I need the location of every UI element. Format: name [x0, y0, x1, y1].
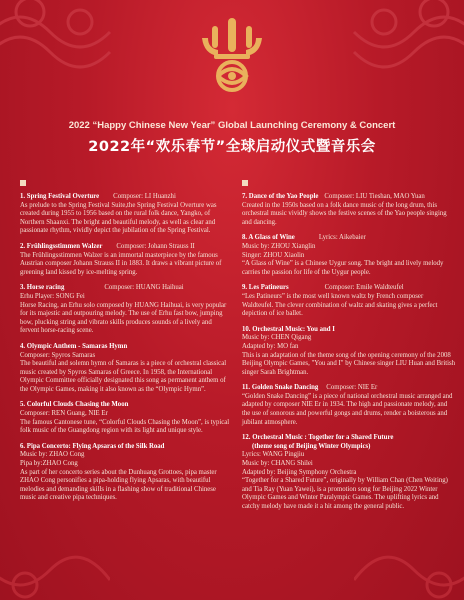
- program-credit: Lyrics: WANG Pingjiu: [242, 451, 305, 459]
- program-description: “Together for a Shared Future”, originally by William Chan (Chen Weiting) and Tia Ray (Yuan Yawei), is a promotion song for Beijing 2022 Winter Olympic Games and Winter Paralympic Games. The uplifting lyrics and catchy melody have made it a hit among the general public.: [242, 477, 448, 510]
- program-description: The beautiful and solemn hymn of Samaras is a piece of orchestral classical music created by Spyros Samaras of Greece. In 1958, the International Olympic Committee officially designated this song as permanent anthem of the Olympic Games, making it also known as the “Olympic Hymn”.: [20, 360, 227, 393]
- program-credit: Composer: REN Guang, NIE Er: [20, 410, 108, 418]
- program-subtitle: (theme song of Beijing Winter Olympics): [252, 442, 371, 450]
- program-title: 4. Olympic Anthem - Samaras Hymn: [20, 342, 128, 350]
- program-description: “Golden Snake Dancing” is a piece of national orchestral music arranged and adapted by composer NIE Er in 1934. The high and passionate melody, and the use of sonorous and powerful gongs and drums, render a boisterous and jubilant atmosphere.: [242, 392, 453, 426]
- program-credit: Composer: Spyros Samaras: [20, 351, 96, 359]
- program-credit: Composer: Johann Strauss II: [116, 242, 195, 250]
- chinese-knot-ornament-bottom-right: [354, 540, 464, 600]
- program-description: This is an adaptation of the theme song of the opening ceremony of the 2008 Beijing Olympic Games, "You and I" by Chinese singer LIU Huan and British singer Sarah Brightman.: [242, 351, 456, 376]
- program-description: The Frühlingsstimmen Walzer is an immortal masterpiece by the famous Austrian composer Johann Strauss II in 1883. It draws a vibrant picture of greening land kissed by ice-melting spring.: [20, 251, 222, 276]
- program-description: “A Glass of Wine” is a Chinese Uygur song. The bright and lively melody carries the passion for life of the Uygur people.: [242, 260, 444, 276]
- program-item: [242, 384, 456, 427]
- program-performer: Erhu Player: SONG Fei: [20, 292, 85, 300]
- program-performer: Pipa by:ZHAO Cong: [20, 460, 78, 468]
- program-description: Created in the 1950s based on a folk dance music of the long drum, this orchestral music vividly shows the festive scenes of the Yao people singing and dancing.: [242, 201, 447, 226]
- program-description: As part of her concerto series about the Dunhuang Grottoes, pipa master ZHAO Cong personifies a pipa-holding flying Apsaras, with beautiful melodies and demanding skills in a flashing show of traditional Chinese music and creative pipa techniques.: [20, 468, 217, 502]
- program-description: “Les Patineurs” is the most well known waltz by French composer Waldteufel. The clever combination of waltz and skating gives a perfect depiction of ice ballet.: [242, 292, 438, 318]
- program-item: [20, 284, 232, 336]
- event-title-chinese: 2022年“欢乐春节”全球启动仪式暨音乐会: [88, 139, 376, 155]
- program-credit: Composer: NIE Er: [326, 384, 378, 392]
- program-item: [242, 193, 456, 227]
- program-description: Horse Racing, an Erhu solo composed by HUANG Haihuai, is very popular for its majestic and outpouring melody. The use of Erhu fast bow, jumping bow, plucking string and vibrato skills produces sounds of a lively and fervent horse-racing scene.: [20, 301, 227, 335]
- chinese-knot-ornament-top-left: [0, 0, 140, 72]
- program-credit: Adapted by: Beijing Symphony Orchestra: [242, 468, 357, 476]
- program-title: 5. Colorful Clouds Chasing the Moon: [20, 401, 129, 409]
- program-item: [20, 443, 232, 503]
- chinese-knot-ornament-bottom-left: [0, 540, 110, 600]
- right-column-square-bullet: [242, 180, 248, 186]
- program-performer: Singer: ZHOU Xiaolin: [242, 251, 305, 259]
- program-credit: Composer: LI Huanzhi: [113, 193, 176, 200]
- program-item: [20, 193, 232, 236]
- program-credit: Composer: Emile Waldteufel: [324, 284, 404, 292]
- program-title: 8. A Glass of Wine: [242, 234, 295, 242]
- program-title: 1. Spring Festival Overture: [20, 193, 100, 200]
- program-title: 9. Les Patineurs: [242, 284, 289, 292]
- program-credit: Composer: LIU Tieshan, MAO Yuan: [324, 193, 425, 200]
- program-credit: Music by: CHEN Qigang: [242, 334, 312, 342]
- program-item: [242, 284, 456, 318]
- program-list-left: [20, 193, 232, 510]
- chinese-knot-ornament-top-right: [324, 0, 464, 72]
- program-credit: Composer: HUANG Haihuai: [104, 284, 184, 292]
- program-item: [242, 234, 456, 277]
- program-description: The famous Cantonese tune, “Colorful Clouds Chasing the Moon”, is typical folk music of the Guangdong region with its light and unique style.: [20, 418, 230, 435]
- event-title-english: 2022 “Happy Chinese New Year” Global Launching Ceremony & Concert: [68, 120, 396, 131]
- happy-chinese-new-year-logo: [194, 16, 270, 96]
- program-list-right: [242, 193, 456, 519]
- program-item: [242, 326, 456, 378]
- program-item: [20, 243, 232, 277]
- program-credit: Music by: ZHOU Xianglin: [242, 242, 316, 250]
- program-title: 6. Pipa Concerto: Flying Apsaras of the Silk Road: [20, 442, 165, 450]
- program-title: 7. Dance of the Yao People: [242, 193, 319, 200]
- program-credit: Lyrics: Aikebaier: [318, 234, 366, 242]
- program-item: [20, 401, 232, 435]
- program-description: As prelude to the Spring Festival Suite,the Spring Festival Overture was created during 1955 to 1956 based on the rural folk dance, Yangko, of Northern Shaanxi. The bright and beautiful melody, as well as clear and passionate rhythm, vividly depict the jubilation of the Spring Festival.: [20, 201, 217, 235]
- program-title: 12. Orchestral Music : Together for a Shared Future: [242, 434, 394, 442]
- program-credit: Music by: ZHAO Cong: [20, 451, 85, 459]
- program-title: 2. Frühlingsstimmen Walzer: [20, 242, 103, 250]
- program-title: 11. Golden Snake Dancing: [242, 384, 319, 392]
- program-credit: Music by: CHANG Shilei: [242, 460, 313, 468]
- program-credit: Adapted by: MO fan: [242, 342, 299, 350]
- program-title: 10. Orchestral Music: You and I: [242, 325, 335, 333]
- program-title: 3. Horse racing: [20, 284, 65, 292]
- left-column-square-bullet: [20, 180, 26, 186]
- program-item: [20, 343, 232, 395]
- program-item: [242, 434, 456, 511]
